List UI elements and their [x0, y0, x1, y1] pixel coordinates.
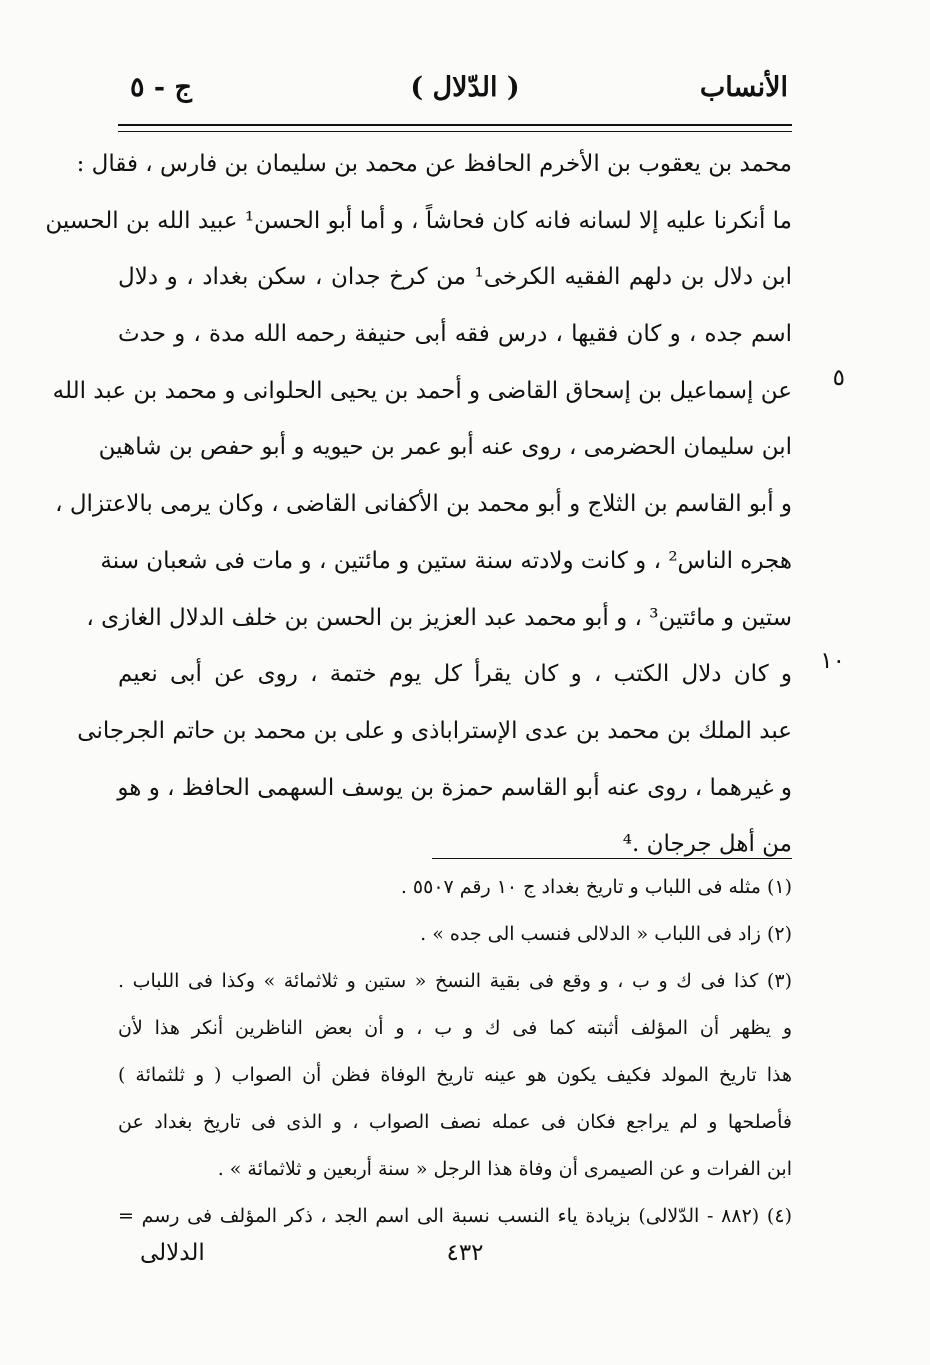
footnote-line: و يظهر أن المؤلف أثبته كما فى ك و ب ، و أن بعض الناظرين أنكر هذا لأن: [118, 1017, 792, 1039]
text-line: و أبو القاسم بن الثلاج و أبو محمد بن الأكفانى القاضى ، وكان يرمى بالاعتزال ،: [55, 491, 792, 518]
text-line: و غيرهما ، روى عنه أبو القاسم حمزة بن يوسف السهمى الحافظ ، و هو: [117, 774, 792, 801]
footnote-line: (١) مثله فى اللباب و تاريخ بغداد ج ١٠ رقم ٥٥٠٧ .: [400, 876, 792, 898]
text-line: عبد الملك بن محمد بن عدى الإستراباذى و على بن محمد بن حاتم الجرجانى: [77, 717, 792, 744]
text-line: ابن سليمان الحضرمى ، روى عنه أبو عمر بن حيويه و أبو حفص بن شاهين: [98, 434, 792, 461]
volume-label: ج - ٥: [130, 72, 192, 103]
header-rule-thin: [118, 131, 792, 132]
text-line: و كان دلال الكتب ، و كان يقرأ كل يوم ختمة ، روى عن أبى نعيم: [118, 661, 792, 688]
text-line: اسم جده ، و كان فقيها ، درس فقه أبى حنيفة رحمه الله مدة ، و حدث: [118, 321, 792, 348]
header-rule-thick: [118, 124, 792, 126]
text-line: ستين و مائتين³ ، و أبو محمد عبد العزيز بن الحسن بن خلف الدلال الغازى ،: [86, 604, 792, 631]
text-line: ابن دلال بن دلهم الفقيه الكرخى¹ من كرخ جدان ، سكن بغداد ، و دلال: [118, 264, 792, 291]
line-number-5: ٥: [832, 365, 845, 391]
line-number-10: ١٠: [820, 648, 845, 674]
footnotes: [118, 864, 792, 1240]
footnote-line: فأصلحها و لم يراجع فكان فى عمله نصف الصواب ، و الذى فى تاريخ بغداد عن: [118, 1111, 792, 1133]
running-head-section: الأنساب: [699, 72, 788, 103]
footnote-line: (٢) زاد فى اللباب « الدلالى فنسب الى جده » .: [420, 923, 792, 945]
page-number: ٤٣٢: [446, 1240, 484, 1266]
text-line: محمد بن يعقوب بن الأخرم الحافظ عن محمد بن سليمان بن فارس ، فقال :: [76, 151, 792, 177]
text-line: من أهل جرجان .⁴: [622, 831, 792, 858]
footer-catchword: الدلالى: [140, 1240, 205, 1266]
footnote-line: ابن الفرات و عن الصيمرى أن وفاة هذا الرجل « سنة أربعين و ثلاثمائة » .: [217, 1158, 792, 1180]
footnote-line: (٣) كذا فى ك و ب ، و وقع فى بقية النسخ « ستين و ثلاثمائة » وكذا فى اللباب .: [118, 970, 792, 992]
running-head-title: ( الدّلال ): [410, 72, 520, 103]
text-line: ما أنكرنا عليه إلا لسانه فانه كان فحاشاً ، و أما أبو الحسن¹ عبيد الله بن الحسين: [45, 207, 792, 234]
footnote-line: (٤) (٨٨٢ - الدّلالى) بزيادة ياء النسب نسبة الى اسم الجد ، ذكر المؤلف فى رسم =: [118, 1205, 792, 1227]
footnote-rule: [432, 858, 792, 859]
footnote-line: هذا تاريخ المولد فكيف يكون هو عينه تاريخ الوفاة فظن أن الصواب ( و ثلثمائة ): [118, 1064, 792, 1086]
main-text: [45, 136, 792, 873]
text-line: هجره الناس² ، و كانت ولادته سنة ستين و مائتين ، و مات فى شعبان سنة: [100, 547, 792, 574]
text-line: عن إسماعيل بن إسحاق القاضى و أحمد بن يحيى الحلوانى و محمد بن عبد الله: [52, 377, 792, 404]
